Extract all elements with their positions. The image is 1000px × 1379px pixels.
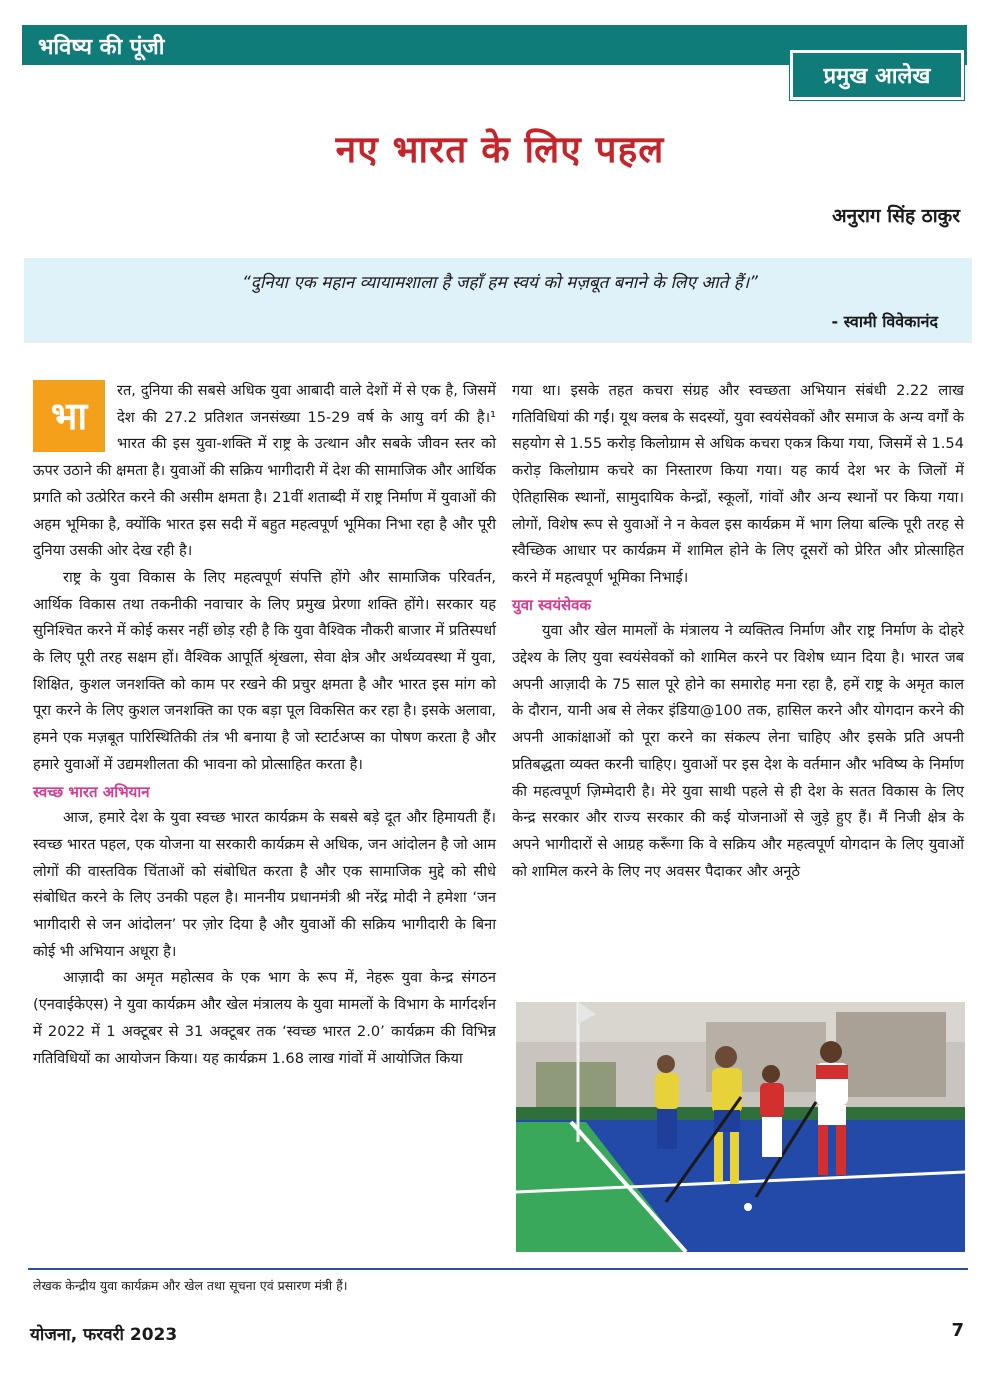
quote-text: “दुनिया एक महान व्यायामशाला है जहाँ हम स्वयं को मज़बूत बनाने के लिए आते हैं।” <box>241 273 758 293</box>
paragraph: आज़ादी का अमृत महोत्सव के एक भाग के रूप में, नेहरू युवा केन्द्र संगठन (एनवाईकेएस) ने युवा कार्यक्रम और खेल मंत्रालय के युवा मामलों के विभाग के मार्गदर्शन में 2022 में 1 अक्टूबर से 31 अक्टूबर तक ‘स्वच्छ भारत 2.0’ कार्यक्रम की विभिन्न गतिविधियों का आयोजन किया। यह कार्यक्रम 1.68 लाख गांवों में आयोजित किया <box>33 969 496 1067</box>
paragraph: आज, हमारे देश के युवा स्वच्छ भारत कार्यक्रम के सबसे बड़े दूत और हिमायती हैं। स्वच्छ भारत पहल, एक योजना या सरकारी कार्यक्रम से अधिक, जन आंदोलन है जो आम लोगों की वास्तविक चिंताओं को संबोधित करता है और एक सामाजिक मुद्दे को सीधे संबोधित करने के लिए उनकी पहल है। माननीय प्रधानमंत्री श्री नरेंद्र मोदी ने हमेशा ‘जन भागीदारी से जन आंदोलन’ पर ज़ोर दिया है और युवाओं की सक्रिय भागीदारी के बिना कोई भी अभियान अधूरा है। <box>33 809 496 960</box>
subheading-swachh-bharat: स्वच्छ भारत अभियान <box>33 782 150 801</box>
publication-info: योजना, फरवरी 2023 <box>30 1325 178 1345</box>
article-author: अनुराग सिंह ठाकुर <box>832 205 960 227</box>
article-type-tag: प्रमुख आलेख <box>790 50 964 100</box>
drop-cap: भा <box>33 380 105 452</box>
paragraph: गया था। इसके तहत कचरा संग्रह और स्वच्छता अभियान संबंधी 2.22 लाख गतिविधियां की गईं। यूथ क्लब के सदस्यों, युवा स्वयंसेवकों और समाज के अन्य वर्गों के सहयोग से 1.55 करोड़ किलोग्राम से अधिक कचरा एकत्र किया गया, जिसमें से 1.54 करोड़ किलोग्राम कचरे का निस्तारण किया गया। यह कार्य देश भर के जिलों में ऐतिहासिक स्थानों, सामुदायिक केन्द्रों, स्कूलों, गांवों और अन्य स्थानों पर किया गया। लोगों, विशेष रूप से युवाओं ने न केवल इस कार्यक्रम में भाग लिया बल्कि पूरी तरह से स्वैच्छिक आधार पर कार्यक्रम में शामिल होने के लिए दूसरों को प्रेरित और प्रोत्साहित करने में महत्वपूर्ण भूमिका निभाई। <box>512 382 964 586</box>
page-number: 7 <box>951 1320 964 1341</box>
quote-attribution: - स्वामी विवेकानंद <box>831 312 938 331</box>
section-title: भविष्य की पूंजी <box>38 35 165 60</box>
footer-divider <box>28 1268 968 1270</box>
hockey-photo <box>516 1002 965 1252</box>
right-column <box>512 378 964 885</box>
author-footnote: लेखक केन्द्रीय युवा कार्यक्रम और खेल तथा सूचना एवं प्रसारण मंत्री हैं। <box>33 1278 348 1293</box>
left-column <box>33 378 496 1072</box>
paragraph-intro: रत, दुनिया की सबसे अधिक युवा आबादी वाले देशों में से एक है, जिसमें देश की 27.2 प्रतिशत जनसंख्या 15-29 वर्ष के आयु वर्ग की है।¹ भारत की इस युवा-शक्ति में राष्ट्र के उत्थान और सबके जीवन स्तर को ऊपर उठाने की क्षमता है। युवाओं की सक्रिय भागीदारी में देश की सामाजिक और आर्थिक प्रगति को उत्प्रेरित करने की असीम क्षमता है। 21वीं शताब्दी में राष्ट्र निर्माण में युवाओं की अहम भूमिका है, क्योंकि भारत इस सदी में बहुत महत्वपूर्ण भूमिका निभा रहा है और पूरी दुनिया उसकी ओर देख रही है। <box>33 382 496 560</box>
paragraph: राष्ट्र के युवा विकास के लिए महत्वपूर्ण संपत्ति होंगे और सामाजिक परिवर्तन, आर्थिक विकास तथा तकनीकी नवाचार के लिए प्रमुख प्रेरणा शक्ति होंगे। सरकार यह सुनिश्चित करने में कोई कसर नहीं छोड़ रही है कि युवा वैश्विक नौकरी बाजार में प्रतिस्पर्धा के लिए पूरी तरह सक्षम हों। वैश्विक आपूर्ति श्रृंखला, सेवा क्षेत्र और अर्थव्यवस्था में युवा, शिक्षित, कुशल जनशक्ति को काम पर रखने की प्रचुर क्षमता है और भारत इस मांग को पूरा करने के लिए कुशल जनशक्ति का एक बड़ा पूल विकसित कर रहा है। इसके अलावा, हमने एक मज़बूत पारिस्थितिकी तंत्र भी बनाया है जो स्टार्टअप्स का पोषण करता है और हमारे युवाओं में उद्यमशीलता की भावना को प्रोत्साहित करता है। <box>33 568 496 773</box>
paragraph: युवा और खेल मामलों के मंत्रालय ने व्यक्तित्व निर्माण और राष्ट्र निर्माण के दोहरे उद्देश्य के लिए युवा स्वयंसेवकों को शामिल करने पर विशेष ध्यान दिया है। भारत जब अपनी आज़ादी के 75 साल पूरे होने का समारोह मना रहा है, हमें राष्ट्र के अमृत काल के दौरान, यानी अब से लेकर इंडिया@100 तक, हासिल करने और योगदान करने की अपनी आकांक्षाओं को पूरा करने का संकल्प लेना चाहिए और इसके प्रति अपनी प्रतिबद्धता व्यक्त करनी चाहिए। युवाओं पर इस देश के वर्तमान और भविष्य के निर्माण की महत्वपूर्ण ज़िम्मेदारी है। मेरे युवा साथी पहले से ही देश के सतत विकास के लिए केन्द्र सरकार और राज्य सरकार की कई योजनाओं से जुड़े हुए हैं। मैं निजी क्षेत्र के अपने भागीदारों से आग्रह करूँगा कि वे सक्रिय और महत्वपूर्ण योगदान के लिए युवाओं को शामिल करने के लिए नए अवसर पैदाकर और अनूठे <box>512 622 964 880</box>
hockey-players-image <box>516 1002 965 1252</box>
article-title: नए भारत के लिए पहल <box>335 128 665 171</box>
subheading-yuva-swayamsevak: युवा स्वयंसेवक <box>512 595 592 614</box>
